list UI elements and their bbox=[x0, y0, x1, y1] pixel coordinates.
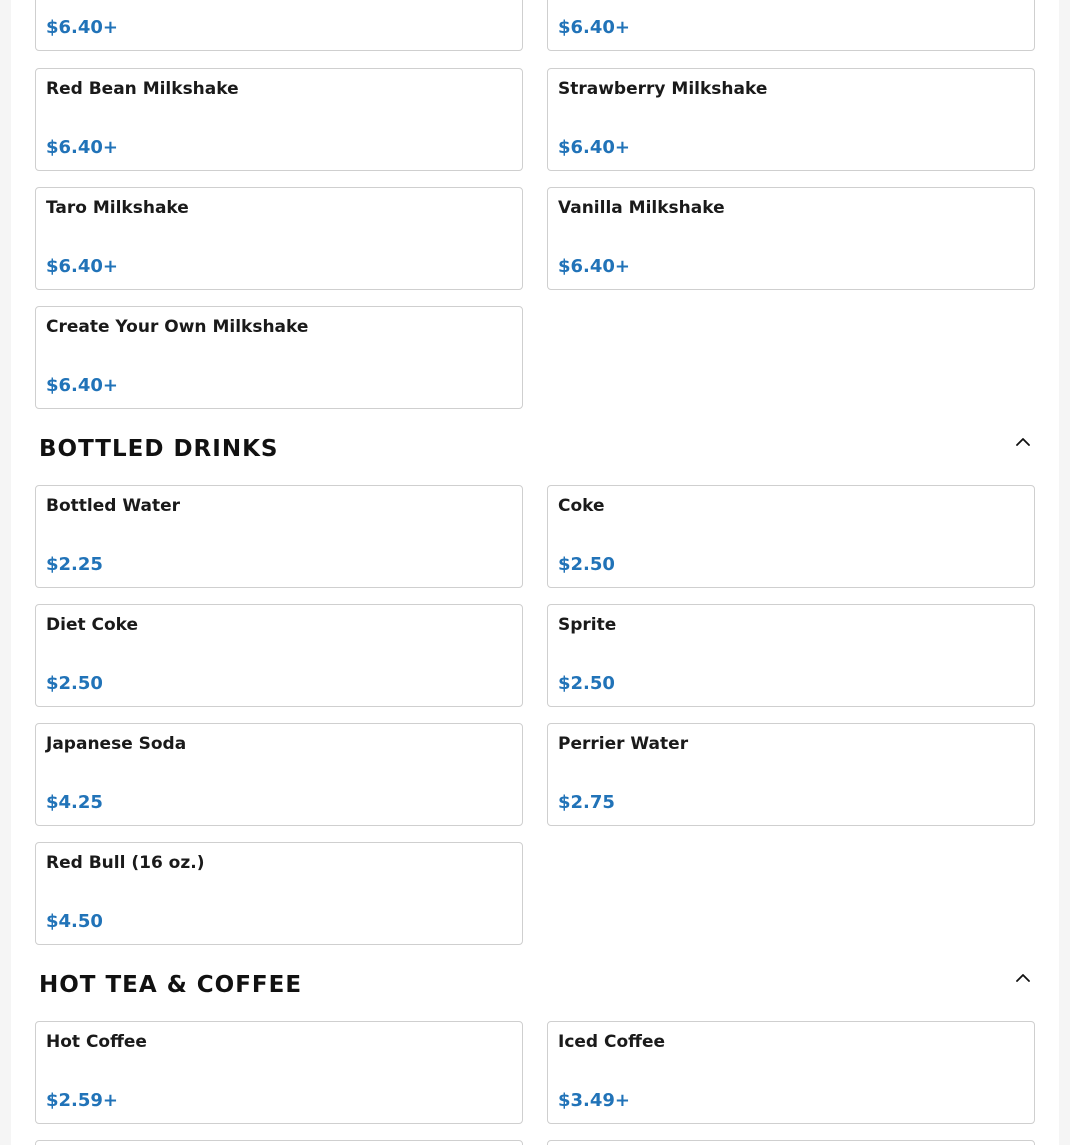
menu-item-price: $2.50 bbox=[46, 673, 103, 694]
menu-item-name: Hot Coffee bbox=[46, 1032, 147, 1052]
chevron-up-icon[interactable] bbox=[1011, 966, 1035, 990]
menu-item-price: $6.40+ bbox=[558, 256, 631, 277]
menu-item-name: Japanese Soda bbox=[46, 734, 187, 754]
section-title: HOT TEA & COFFEE bbox=[39, 972, 303, 998]
section-header-bottled-drinks bbox=[39, 436, 1035, 476]
menu-item-price: $4.50 bbox=[46, 911, 103, 932]
menu-item-card[interactable] bbox=[547, 187, 1035, 290]
menu-item-price: $6.40+ bbox=[46, 375, 119, 396]
menu-item-price: $6.40+ bbox=[46, 137, 119, 158]
menu-item-name: Red Bean Milkshake bbox=[46, 79, 239, 99]
menu-item-card[interactable] bbox=[547, 485, 1035, 588]
menu-item-card[interactable] bbox=[35, 842, 523, 945]
menu-item-name: Sprite bbox=[558, 615, 617, 635]
menu-item-card[interactable] bbox=[35, 68, 523, 171]
menu-item-price: $2.50 bbox=[558, 673, 615, 694]
section-title: BOTTLED DRINKS bbox=[39, 436, 279, 462]
menu-item-price: $6.40+ bbox=[558, 137, 631, 158]
menu-item-price: $2.50 bbox=[558, 554, 615, 575]
menu-item-card[interactable] bbox=[547, 68, 1035, 171]
menu-item-name: Diet Coke bbox=[46, 615, 139, 635]
menu-item-card[interactable] bbox=[35, 604, 523, 707]
menu-item-price: $6.40+ bbox=[558, 17, 631, 38]
menu-item-card[interactable] bbox=[35, 0, 523, 51]
menu-item-card[interactable] bbox=[35, 1140, 523, 1145]
chevron-up-icon[interactable] bbox=[1011, 430, 1035, 454]
menu-item-name: Strawberry Milkshake bbox=[558, 79, 768, 99]
menu-item-price: $6.40+ bbox=[46, 256, 119, 277]
menu-item-card[interactable] bbox=[35, 723, 523, 826]
menu-item-card[interactable] bbox=[35, 187, 523, 290]
menu-item-name: Bottled Water bbox=[46, 496, 180, 516]
menu-item-card[interactable] bbox=[35, 1021, 523, 1124]
menu-item-card[interactable] bbox=[547, 1021, 1035, 1124]
menu-item-card[interactable] bbox=[547, 0, 1035, 51]
menu-item-card[interactable] bbox=[547, 604, 1035, 707]
menu-item-name: Iced Coffee bbox=[558, 1032, 666, 1052]
menu-item-name: Taro Milkshake bbox=[46, 198, 189, 218]
menu-item-price: $3.49+ bbox=[558, 1090, 631, 1111]
menu-item-name: Perrier Water bbox=[558, 734, 689, 754]
menu-item-card[interactable] bbox=[35, 306, 523, 409]
menu-item-price: $2.59+ bbox=[46, 1090, 119, 1111]
section-header-hot-tea-coffee bbox=[39, 972, 1035, 1012]
menu-item-price: $2.75 bbox=[558, 792, 615, 813]
menu-item-price: $2.25 bbox=[46, 554, 103, 575]
menu-item-name: Red Bull (16 oz.) bbox=[46, 853, 205, 873]
menu-item-name: Create Your Own Milkshake bbox=[46, 317, 309, 337]
menu-item-card[interactable] bbox=[547, 1140, 1035, 1145]
menu-item-name: Coke bbox=[558, 496, 605, 516]
menu-item-card[interactable] bbox=[35, 485, 523, 588]
menu-item-name: Vanilla Milkshake bbox=[558, 198, 725, 218]
menu-item-price: $4.25 bbox=[46, 792, 103, 813]
menu-item-card[interactable] bbox=[547, 723, 1035, 826]
menu-item-price: $6.40+ bbox=[46, 17, 119, 38]
menu-page bbox=[11, 0, 1059, 1145]
